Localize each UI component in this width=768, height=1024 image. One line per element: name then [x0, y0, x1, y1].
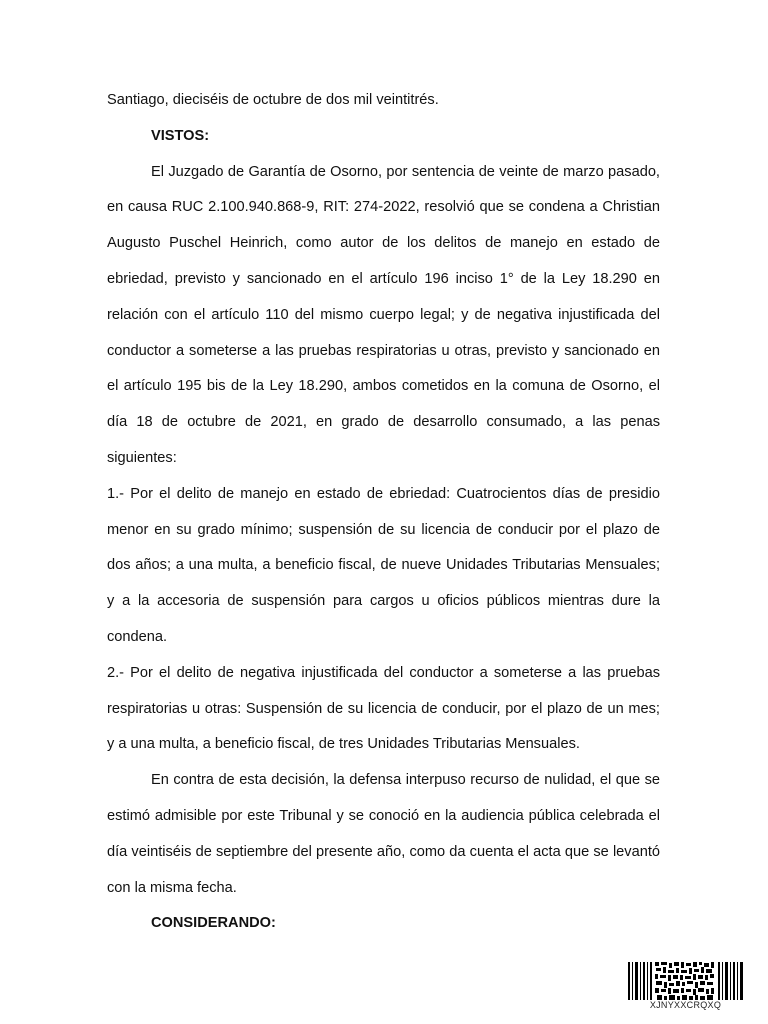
heading-considerando: CONSIDERANDO: — [151, 915, 276, 932]
verification-code: XJNYXXCRQXQ — [649, 1000, 722, 1010]
document-body — [107, 83, 660, 942]
penalty-item-2: 2.- Por el delito de negativa injustificada del conductor a someterse a las pruebas respiratorias u otras: Suspensión de su licencia de conducir, por el plazo de un mes; y a una multa, a beneficio fiscal, de tres Unidades Tributarias Mensuales. — [107, 664, 660, 753]
date-line: Santiago, dieciséis de octubre de dos mil veintitrés. — [107, 92, 439, 108]
paragraph-recurso: En contra de esta decisión, la defensa interpuso recurso de nulidad, el que se estimó admisible por este Tribunal y se conoció en la audiencia pública celebrada el día veintiséis de septiembre del presente año, como da cuenta el acta que se levantó con la misma fecha. — [107, 772, 660, 896]
penalty-item-1: 1.- Por el delito de manejo en estado de ebriedad: Cuatrocientos días de presidio menor en su grado mínimo; suspensión de su licencia de conducir por el plazo de dos años; a una multa, a beneficio fiscal, de nueve Unidades Tributarias Mensuales; y a la accesoria de suspensión para cargos u oficios públicos mientras dure la condena. — [107, 485, 660, 645]
heading-vistos: VISTOS: — [151, 127, 210, 144]
paragraph-sentencia: El Juzgado de Garantía de Osorno, por sentencia de veinte de marzo pasado, en causa RUC 2.100.940.868-9, RIT: 274-2022, resolvió que se condena a Christian Augusto Puschel Heinrich, como autor de los delitos de manejo en estado de ebriedad, previsto y sancionado en el artículo 196 inciso 1° de la Ley 18.290 en relación con el artículo 110 del mismo cuerpo legal; y de negativa injustificada del conductor a someterse a las pruebas respiratorias u otras, previsto y sancionado en el artículo 195 bis de la Ley 18.290, ambos cometidos en la comuna de Osorno, el día 18 de octubre de 2021, en grado de desarrollo consumado, a las penas siguientes: — [107, 163, 660, 466]
verification-stamp — [628, 962, 743, 1010]
barcode-icon — [628, 962, 743, 1000]
